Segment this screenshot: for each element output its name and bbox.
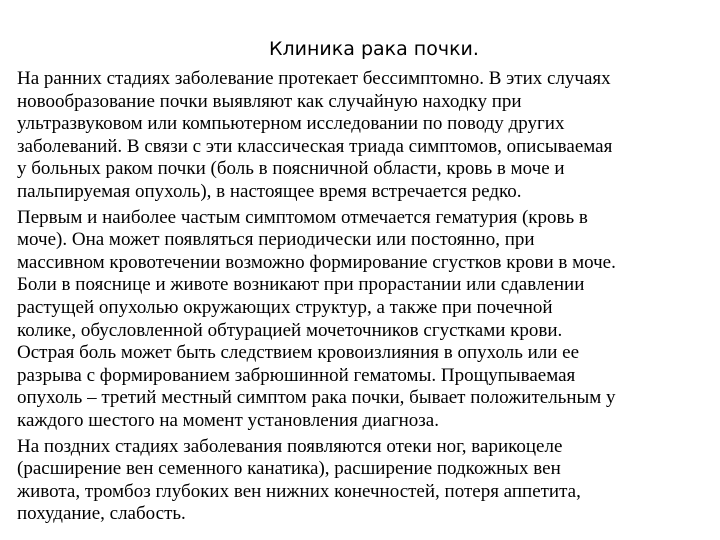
text-line: заболеваний. В связи с эти классическая триада симптомов, описываемая — [17, 135, 613, 157]
text-line: похудание, слабость. — [17, 503, 186, 525]
text-line: растущей опухолью окружающих структур, а также при почечной — [17, 296, 553, 318]
slide-title: Клиника рака почки. — [269, 38, 479, 60]
text-line: разрыва с формированием забрюшинной гематомы. Прощупываемая — [17, 364, 576, 386]
slide-body — [17, 68, 711, 526]
text-line: (расширение вен семенного канатика), расширение подкожных вен — [17, 458, 561, 480]
paragraph-symptoms — [17, 207, 711, 433]
text-line: На ранних стадиях заболевание протекает бессимптомно. В этих случаях — [17, 68, 611, 89]
text-line: ультразвуковом или компьютерном исследовании по поводу других — [17, 113, 565, 135]
text-line: пальпируемая опухоль), в настоящее время встречается редко. — [17, 180, 522, 202]
text-line: На поздних стадиях заболевания появляются отеки ног, варикоцеле — [17, 435, 563, 457]
paragraph-late-stages — [17, 436, 711, 526]
text-line: массивном кровотечении возможно формирование сгустков крови в моче. — [17, 251, 616, 273]
text-line: у больных раком почки (боль в поясничной области, кровь в моче и — [17, 158, 565, 180]
text-line: Острая боль может быть следствием кровоизлияния в опухоль или ее — [17, 342, 580, 364]
text-line: колике, обусловленной обтурацией мочеточников сгустками крови. — [17, 319, 563, 341]
text-line: Первым и наиболее частым симптомом отмечается гематурия (кровь в — [17, 206, 588, 228]
text-line: живота, тромбоз глубоких вен нижних конечностей, потеря аппетита, — [17, 480, 581, 502]
text-line: моче). Она может появляться периодически или постоянно, при — [17, 229, 535, 251]
text-line: Боли в пояснице и животе возникают при прорастании или сдавлении — [17, 274, 585, 296]
text-line: опухоль – третий местный симптом рака почки, бывает положительным у — [17, 387, 616, 409]
text-line: каждого шестого на момент установления диагноза. — [17, 409, 439, 431]
text-line: новообразование почки выявляют как случайную находку при — [17, 90, 522, 112]
paragraph-early-stages — [17, 68, 711, 204]
